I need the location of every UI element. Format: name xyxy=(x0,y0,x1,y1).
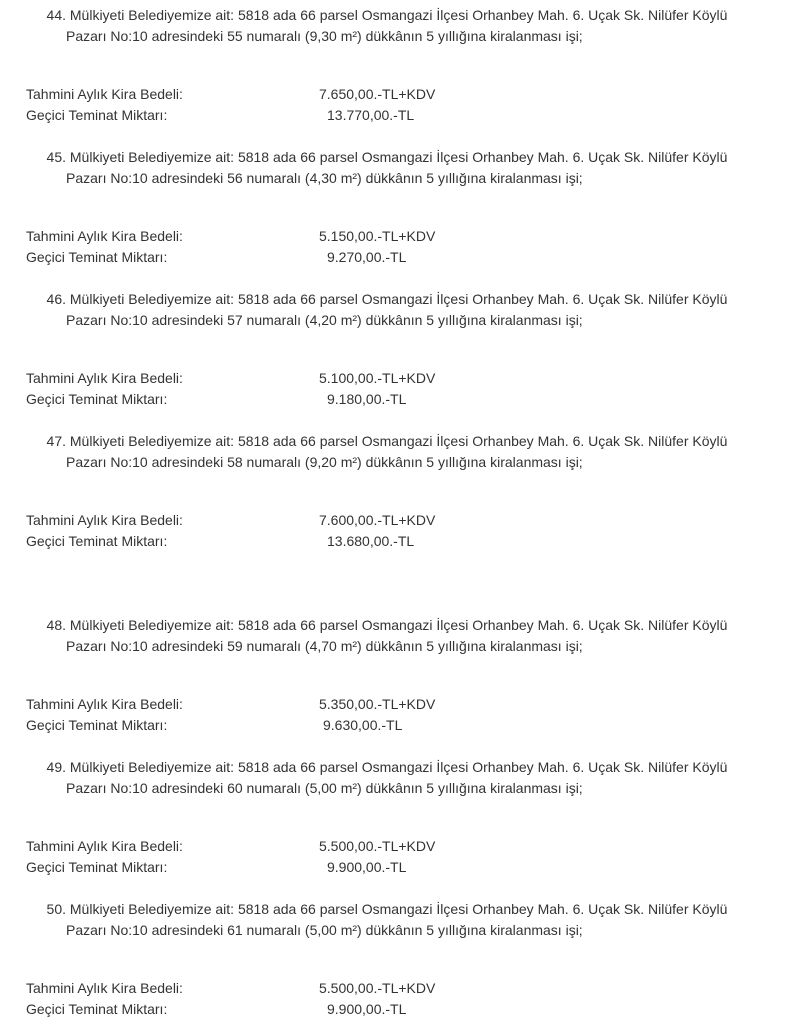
item-text-line1: Mülkiyeti Belediyemize ait: 5818 ada 66 parsel Osmangazi İlçesi Orhanbey Mah. 6. Uçak Sk. Nilüfer Köylü xyxy=(69,759,728,775)
deposit-value: 9.270,00.-TL xyxy=(327,249,407,265)
item-text-line1: Mülkiyeti Belediyemize ait: 5818 ada 66 parsel Osmangazi İlçesi Orhanbey Mah. 6. Uçak Sk. Nilüfer Köylü xyxy=(69,291,728,307)
item-number: 49. xyxy=(46,759,66,775)
rent-label: Tahmini Aylık Kira Bedeli: xyxy=(26,696,183,712)
item-number: 46. xyxy=(46,291,66,307)
item-number: 44. xyxy=(46,7,66,23)
item-number: 48. xyxy=(46,617,66,633)
rent-label: Tahmini Aylık Kira Bedeli: xyxy=(26,512,183,528)
item-description xyxy=(40,5,740,47)
rent-value: 7.600,00.-TL+KDV xyxy=(319,512,436,528)
item-description xyxy=(40,757,740,799)
item-number: 45. xyxy=(46,149,66,165)
rent-label: Tahmini Aylık Kira Bedeli: xyxy=(26,86,183,102)
rent-value: 5.500,00.-TL+KDV xyxy=(319,838,436,854)
item-description xyxy=(40,899,740,941)
item-number: 47. xyxy=(46,433,66,449)
rent-label: Tahmini Aylık Kira Bedeli: xyxy=(26,980,183,996)
item-description xyxy=(40,431,740,473)
item-text-line2: Pazarı No:10 adresindeki 57 numaralı (4,20 m²) dükkânın 5 yıllığına kiralanması işi; xyxy=(66,312,583,328)
rent-value: 5.150,00.-TL+KDV xyxy=(319,228,436,244)
item-text-line1: Mülkiyeti Belediyemize ait: 5818 ada 66 parsel Osmangazi İlçesi Orhanbey Mah. 6. Uçak Sk. Nilüfer Köylü xyxy=(69,901,728,917)
deposit-value: 9.180,00.-TL xyxy=(327,391,407,407)
deposit-value: 9.900,00.-TL xyxy=(327,859,407,875)
rent-label: Tahmini Aylık Kira Bedeli: xyxy=(26,228,183,244)
deposit-label: Geçici Teminat Miktarı: xyxy=(26,391,168,407)
deposit-value: 9.630,00.-TL xyxy=(323,717,403,733)
deposit-value: 9.900,00.-TL xyxy=(327,1001,407,1017)
item-text-line2: Pazarı No:10 adresindeki 56 numaralı (4,30 m²) dükkânın 5 yıllığına kiralanması işi; xyxy=(66,170,583,186)
item-description xyxy=(40,147,740,189)
item-text-line2: Pazarı No:10 adresindeki 59 numaralı (4,70 m²) dükkânın 5 yıllığına kiralanması işi; xyxy=(66,638,583,654)
item-description xyxy=(40,289,740,331)
rent-label: Tahmini Aylık Kira Bedeli: xyxy=(26,838,183,854)
item-text-line1: Mülkiyeti Belediyemize ait: 5818 ada 66 parsel Osmangazi İlçesi Orhanbey Mah. 6. Uçak Sk. Nilüfer Köylü xyxy=(69,7,728,23)
deposit-label: Geçici Teminat Miktarı: xyxy=(26,717,168,733)
item-text-line2: Pazarı No:10 adresindeki 55 numaralı (9,30 m²) dükkânın 5 yıllığına kiralanması işi; xyxy=(66,28,583,44)
item-description xyxy=(40,615,740,657)
rent-value: 5.500,00.-TL+KDV xyxy=(319,980,436,996)
deposit-label: Geçici Teminat Miktarı: xyxy=(26,107,168,123)
item-text-line1: Mülkiyeti Belediyemize ait: 5818 ada 66 parsel Osmangazi İlçesi Orhanbey Mah. 6. Uçak Sk. Nilüfer Köylü xyxy=(69,149,728,165)
item-number: 50. xyxy=(46,901,66,917)
item-text-line2: Pazarı No:10 adresindeki 60 numaralı (5,00 m²) dükkânın 5 yıllığına kiralanması işi; xyxy=(66,780,583,796)
deposit-label: Geçici Teminat Miktarı: xyxy=(26,249,168,265)
deposit-label: Geçici Teminat Miktarı: xyxy=(26,533,168,549)
item-text-line2: Pazarı No:10 adresindeki 61 numaralı (5,00 m²) dükkânın 5 yıllığına kiralanması işi; xyxy=(66,922,583,938)
deposit-value: 13.770,00.-TL xyxy=(327,107,415,123)
item-text-line1: Mülkiyeti Belediyemize ait: 5818 ada 66 parsel Osmangazi İlçesi Orhanbey Mah. 6. Uçak Sk. Nilüfer Köylü xyxy=(69,617,728,633)
deposit-label: Geçici Teminat Miktarı: xyxy=(26,859,168,875)
deposit-label: Geçici Teminat Miktarı: xyxy=(26,1001,168,1017)
item-text-line1: Mülkiyeti Belediyemize ait: 5818 ada 66 parsel Osmangazi İlçesi Orhanbey Mah. 6. Uçak Sk. Nilüfer Köylü xyxy=(69,433,728,449)
rent-value: 5.100,00.-TL+KDV xyxy=(319,370,436,386)
deposit-value: 13.680,00.-TL xyxy=(327,533,415,549)
rent-label: Tahmini Aylık Kira Bedeli: xyxy=(26,370,183,386)
rent-value: 5.350,00.-TL+KDV xyxy=(319,696,436,712)
rent-value: 7.650,00.-TL+KDV xyxy=(319,86,436,102)
item-text-line2: Pazarı No:10 adresindeki 58 numaralı (9,20 m²) dükkânın 5 yıllığına kiralanması işi; xyxy=(66,454,583,470)
